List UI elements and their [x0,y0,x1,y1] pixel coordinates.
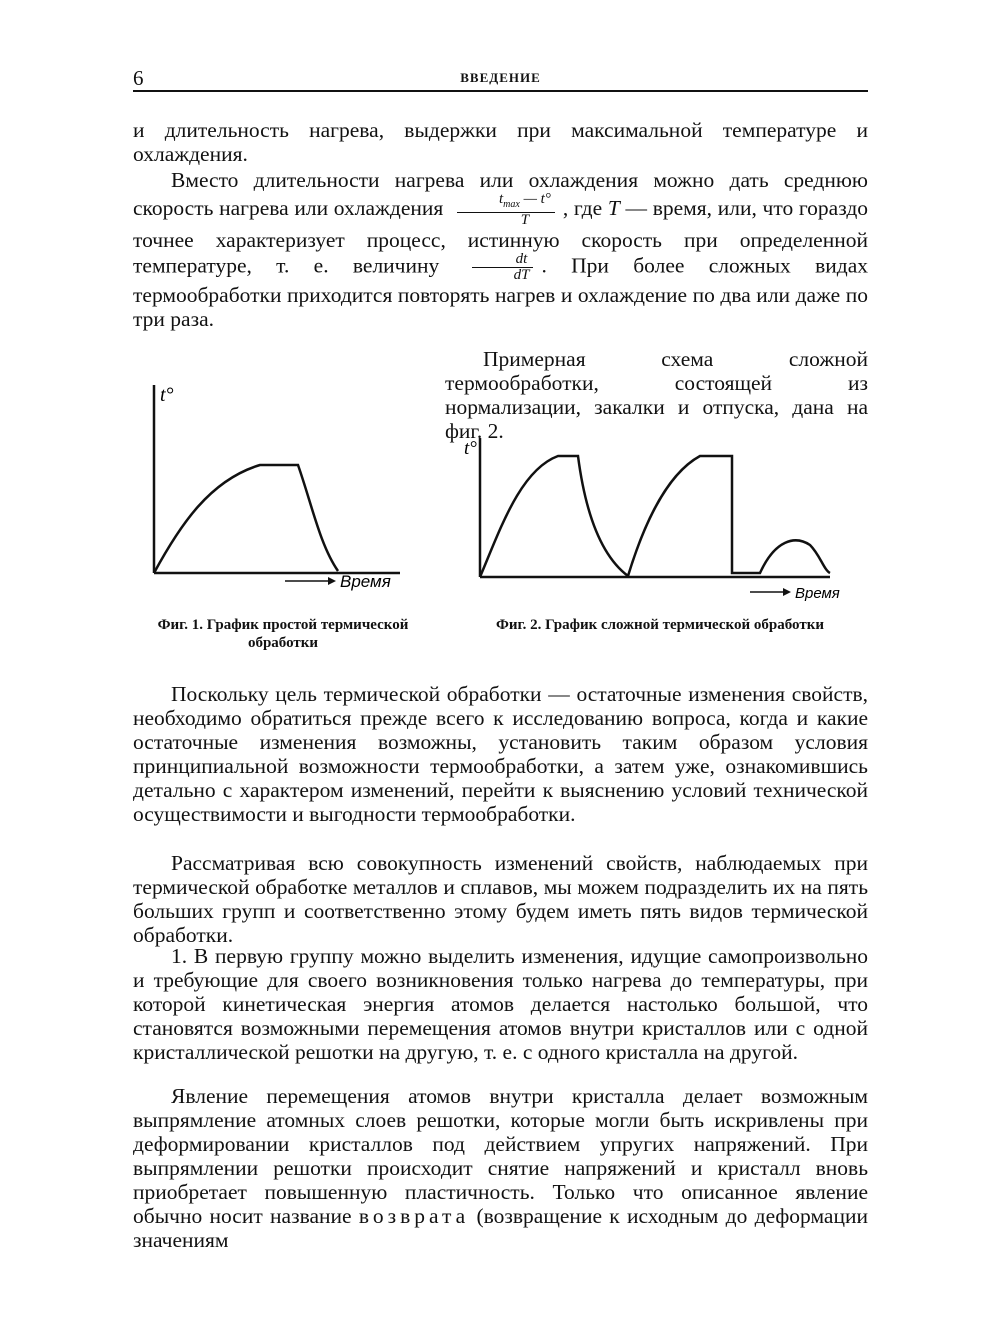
frac2-num: dt [472,252,534,268]
paragraph-5-text: Рассматривая всю совокупность изменений свойств, наблюдаемых при термической обработке металлов и сплавов, мы можем подразделить их на пять больших групп и соответственно этому будем иметь пять видов термической обработки. [133,851,868,947]
paragraph-2 [133,168,868,331]
fig2-curve [480,456,830,577]
figure-2-graph [460,430,860,605]
fig1-time-label: Время [340,572,391,591]
paragraph-2-text-c: — время, или, что гораздо точнее характеризует процесс, истинную скорость при определенной температуре, т. е. величину [133,195,869,278]
paragraph-4-text: Поскольку цель термической обработки — остаточные изменения свойств, необходимо обратиться прежде всего к исследованию вопроса, когда и какие остаточные изменения возможны, установить таким образом условия принципиальной возможности термообработки, а затем уже, ознакомившись детально с характером изменений, перейти к выяснению условий технической осуществимости и выгодности термообработки. [133,682,868,826]
figure-1-caption: Фиг. 1. График простой термической обработки [157,617,409,651]
paragraph-1-text: и длительность нагрева, выдержки при максимальной температуре и охлаждения. [133,118,868,166]
fig1-curve [154,465,338,573]
frac1-den: T [520,212,530,228]
fig2-time-label: Время [795,585,840,602]
paragraph-6-text: 1. В первую группу можно выделить изменения, идущие самопроизвольно и требующие для своего возникновения только нагрева до температуры, при которой кинетическая энергия атомов делается настолько большой, что становятся возможными перемещения атомов внутри кристаллов или с одной кристаллической решотки на другую, т. е. с одного кристалла на другой. [133,944,868,1064]
running-header [133,66,868,92]
paragraph-7 [133,1084,868,1252]
paragraph-7-text-a: Явление перемещения атомов внутри кристалла делает возможным выпрямление атомных слоев решотки, которые могли быть искривлены при деформировании кристаллов под действием упругих напряжений. При выпрямлении решотки происходит снятие напряжений и кристалл вновь приобретает повышенную пластичность. Только что описанное явление обычно носит название [133,1084,868,1228]
frac1-num-b: — t° [519,191,551,207]
header-title: ВВЕДЕНИЕ [460,70,541,85]
term-vozvrat: возврата [358,1204,470,1228]
symbol-T: T [607,195,620,220]
fraction-derivative [472,252,534,283]
fraction-average-rate [457,192,555,228]
paragraph-4 [133,682,868,826]
fig2-axis-label: t° [464,438,477,459]
paragraph-7-text-b: (возвращение к исходным до деформации значениям [133,1204,868,1252]
paragraph-1 [133,118,868,166]
figure-2-caption: Фиг. 2. График сложной термической обработки [495,617,824,633]
paragraph-3 [445,347,868,443]
paragraph-5 [133,851,868,947]
paragraph-2-text-b: , где [562,195,603,220]
paragraph-2-text-d: . При более сложных видах термообработки приходится повторять нагрев и охлаждение по два или даже по три раза. [133,253,869,331]
fig1-time-arrowhead [328,577,336,585]
paragraph-3-text: Примерная схема сложной термообработки, состоящей из нормализации, закалки и отпуска, дана на фиг. 2. [445,347,868,443]
frac2-den: dT [513,267,530,283]
figure-1-graph [140,375,440,600]
fig1-axis-label: t° [160,384,174,406]
fig2-time-arrowhead [783,588,791,596]
frac1-num: t [499,191,504,207]
frac1-num-sub: max [503,199,520,210]
page-number: 6 [133,66,144,90]
paragraph-6 [133,944,868,1064]
paragraph-2-text-a: Вместо длительности нагрева или охлаждения можно дать среднюю скорость нагрева или охлаждения [133,168,868,220]
